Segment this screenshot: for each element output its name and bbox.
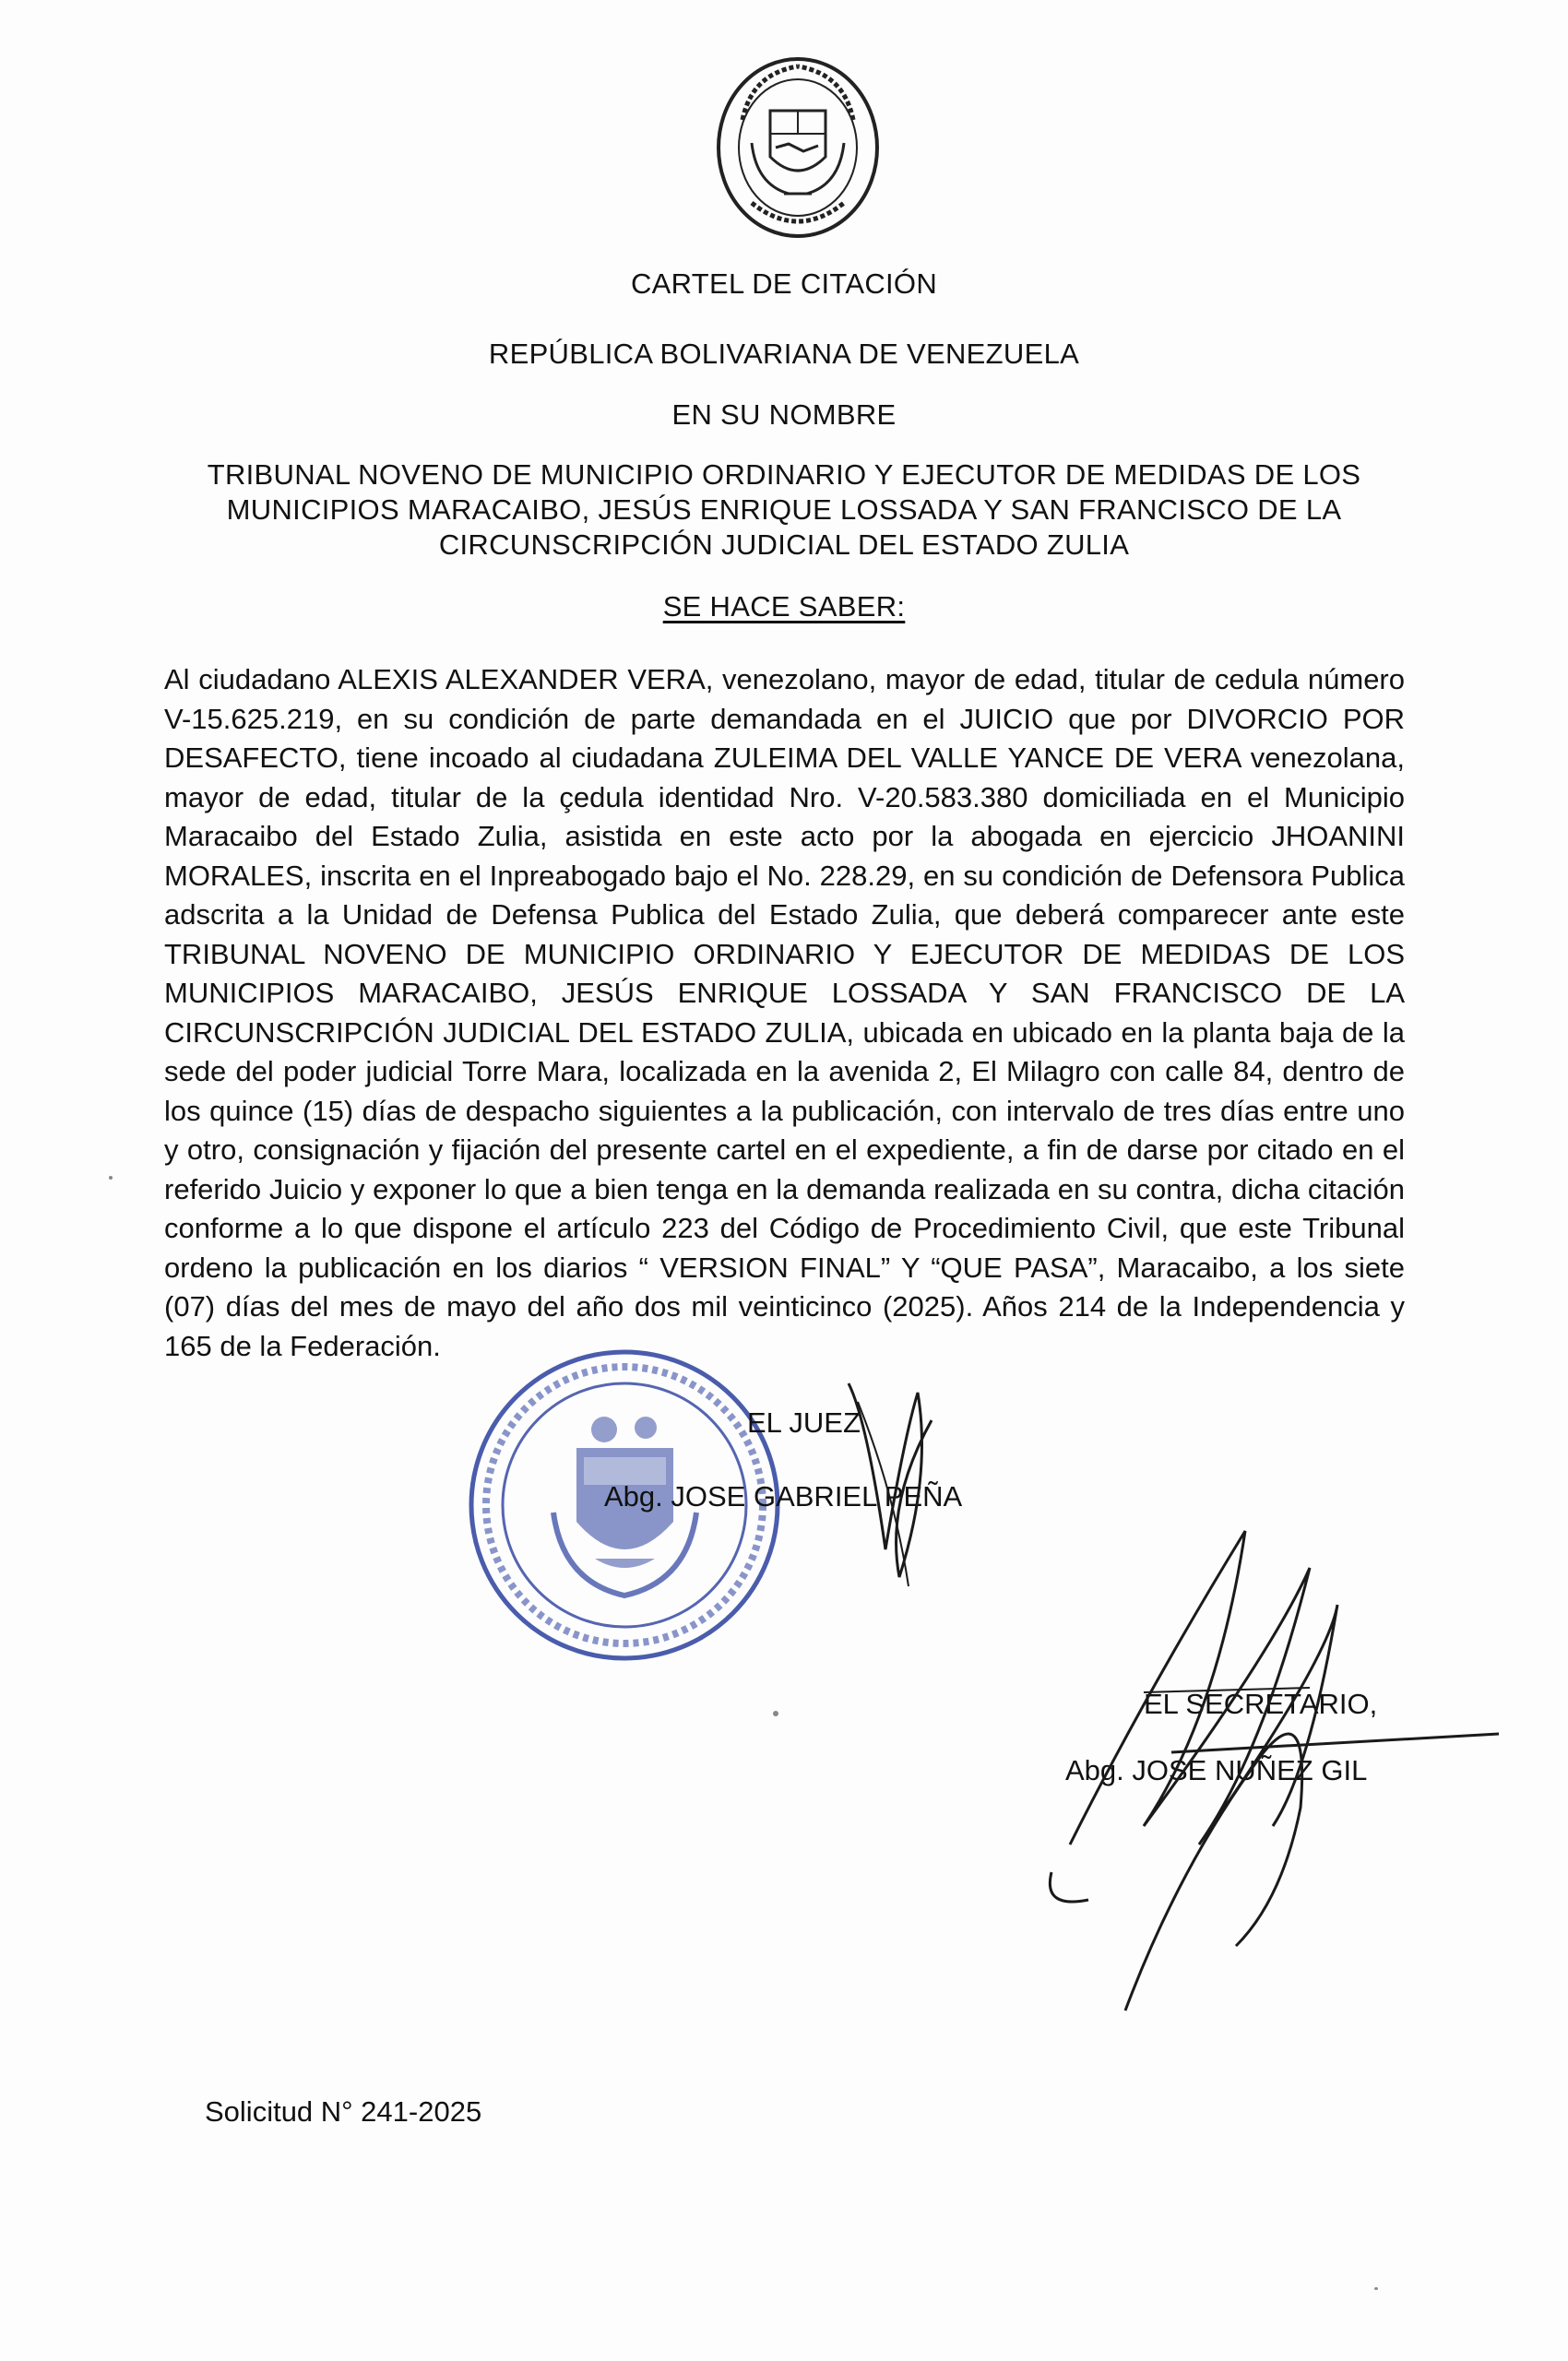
national-seal-icon bbox=[715, 55, 881, 249]
scan-speck bbox=[109, 1176, 113, 1180]
tribunal-line-3: CIRCUNSCRIPCIÓN JUDICIAL DEL ESTADO ZULIA bbox=[438, 528, 1130, 561]
citation-body-paragraph: Al ciudadano ALEXIS ALEXANDER VERA, venezolano, mayor de edad, titular de cedula número V-15.625.219, en su condición de parte demandada en el JUICIO que por DIVORCIO POR DESAFECTO, tiene incoado al ciudadana ZULEIMA DEL VALLE YANCE DE VERA venezolana, mayor de edad, titular de la çedula identidad Nro. V-20.583.380 domiciliada en el Municipio Maracaibo del Estado Zulia, asistida en este acto por la abogada en ejercicio JHOANINI MORALES, inscrita en el Inpreabogado bajo el No. 228.29, en su condición de Defensora Publica adscrita a la Unidad de Defensa Publica del Estado Zulia, que deberá comparecer ante este TRIBUNAL NOVENO DE MUNICIPIO ORDINARIO Y EJECUTOR DE MEDIDAS DE LOS MUNICIPIOS MARACAIBO, JESÚS ENRIQUE LOSSADA Y SAN FRANCISCO DE LA CIRCUNSCRIPCIÓN JUDICIAL DEL ESTADO ZULIA, ubicada en ubicado en la planta baja de la sede del poder judicial Torre Mara, localizada en la avenida 2, El Milagro con calle 84, dentro de los quince (15) días de despacho siguientes a la publicación, con intervalo de tres días entre uno y otro, consignación y fijación del presente cartel en el expediente, a fin de darse por citado en el referido Juicio y exponer lo que a bien tenga en la demanda realizada en su contra, dicha citación conforme a lo que dispone el artículo 223 del Código de Procedimiento Civil, que este Tribunal ordeno la publicación en los diarios “ VERSION FINAL” Y “QUE PASA”, Maracaibo, a los siete (07) días del mes de mayo del año dos mil veinticinco (2025). Años 214 de la Independencia y 165 de la Federación. bbox=[164, 663, 1405, 1362]
secretary-label: EL SECRETARIO, bbox=[1144, 1688, 1378, 1720]
solicitud-number: Solicitud N° 241-2025 bbox=[205, 2095, 482, 2128]
judge-label: EL JUEZ bbox=[747, 1406, 861, 1439]
se-hace-saber-heading: SE HACE SABER: bbox=[662, 590, 906, 623]
scan-speck bbox=[773, 1711, 778, 1716]
scan-speck bbox=[1374, 2287, 1378, 2290]
tribunal-line-2: MUNICIPIOS MARACAIBO, JESÚS ENRIQUE LOSSADA Y SAN FRANCISCO DE LA bbox=[226, 493, 1342, 526]
en-su-nombre-heading: EN SU NOMBRE bbox=[671, 398, 897, 431]
tribunal-heading bbox=[138, 457, 1430, 563]
tribunal-line-1: TRIBUNAL NOVENO DE MUNICIPIO ORDINARIO Y EJECUTOR DE MEDIDAS DE LOS bbox=[207, 458, 1361, 491]
judge-signature-icon bbox=[830, 1365, 968, 1596]
republic-heading: REPÚBLICA BOLIVARIANA DE VENEZUELA bbox=[488, 338, 1080, 370]
judge-name: Abg. JOSE GABRIEL PEÑA bbox=[604, 1480, 963, 1513]
secretary-name: Abg. JOSE NUÑEZ GIL bbox=[1065, 1754, 1368, 1786]
secretary-signature-icon bbox=[1033, 1513, 1513, 2029]
document-title: CARTEL DE CITACIÓN bbox=[630, 267, 938, 300]
